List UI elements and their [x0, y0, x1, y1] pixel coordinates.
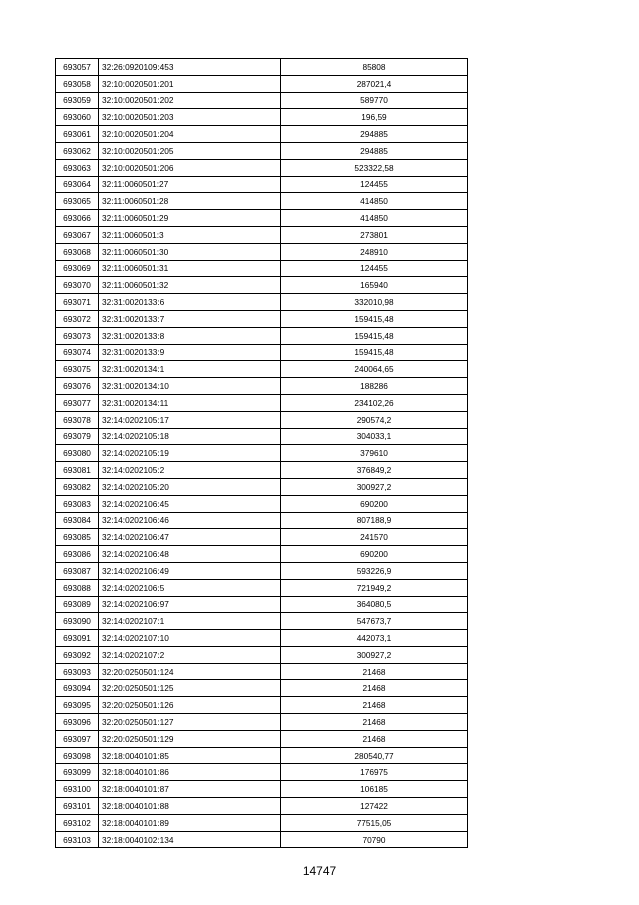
cadastral-value-cell: 364080,5 — [281, 596, 468, 613]
cadastral-number-cell: 32:31:0020133:7 — [99, 310, 281, 327]
cadastral-number-cell: 32:14:0202106:97 — [99, 596, 281, 613]
cadastral-number-cell: 32:10:0020501:203 — [99, 109, 281, 126]
table-row — [56, 831, 468, 848]
cadastral-number-cell: 32:14:0202107:10 — [99, 630, 281, 647]
cadastral-number-cell: 32:11:0060501:31 — [99, 260, 281, 277]
table-row — [56, 159, 468, 176]
cadastral-number-cell: 32:31:0020134:1 — [99, 361, 281, 378]
table-row — [56, 260, 468, 277]
table-row — [56, 529, 468, 546]
cadastral-value-cell: 21468 — [281, 730, 468, 747]
record-number-cell: 693084 — [56, 512, 99, 529]
cadastral-value-cell: 159415,48 — [281, 310, 468, 327]
cadastral-value-cell: 290574,2 — [281, 411, 468, 428]
cadastral-value-cell: 273801 — [281, 226, 468, 243]
cadastral-value-cell: 287021,4 — [281, 75, 468, 92]
cadastral-number-cell: 32:31:0020134:11 — [99, 394, 281, 411]
cadastral-value-cell: 523322,58 — [281, 159, 468, 176]
table-row — [56, 730, 468, 747]
cadastral-number-cell: 32:20:0250501:129 — [99, 730, 281, 747]
record-number-cell: 693100 — [56, 781, 99, 798]
record-number-cell: 693087 — [56, 562, 99, 579]
cadastral-value-cell: 106185 — [281, 781, 468, 798]
record-number-cell: 693090 — [56, 613, 99, 630]
table-row — [56, 210, 468, 227]
cadastral-number-cell: 32:14:0202106:46 — [99, 512, 281, 529]
cadastral-number-cell: 32:14:0202106:49 — [99, 562, 281, 579]
table-row — [56, 663, 468, 680]
record-number-cell: 693076 — [56, 378, 99, 395]
record-number-cell: 693064 — [56, 176, 99, 193]
record-number-cell: 693069 — [56, 260, 99, 277]
cadastral-number-cell: 32:14:0202106:48 — [99, 546, 281, 563]
table-row — [56, 814, 468, 831]
cadastral-number-cell: 32:14:0202106:47 — [99, 529, 281, 546]
record-number-cell: 693077 — [56, 394, 99, 411]
record-number-cell: 693098 — [56, 747, 99, 764]
cadastral-number-cell: 32:20:0250501:126 — [99, 697, 281, 714]
table-row — [56, 193, 468, 210]
table-row — [56, 478, 468, 495]
cadastral-number-cell: 32:10:0020501:205 — [99, 142, 281, 159]
cadastral-number-cell: 32:11:0060501:30 — [99, 243, 281, 260]
table-row — [56, 411, 468, 428]
table-row — [56, 310, 468, 327]
table-row — [56, 613, 468, 630]
cadastral-number-cell: 32:20:0250501:127 — [99, 714, 281, 731]
record-number-cell: 693095 — [56, 697, 99, 714]
table-row — [56, 378, 468, 395]
record-number-cell: 693092 — [56, 646, 99, 663]
table-row — [56, 596, 468, 613]
cadastral-number-cell: 32:11:0060501:27 — [99, 176, 281, 193]
cadastral-value-cell: 77515,05 — [281, 814, 468, 831]
record-number-cell: 693096 — [56, 714, 99, 731]
table-row — [56, 109, 468, 126]
cadastral-value-cell: 127422 — [281, 798, 468, 815]
cadastral-value-cell: 241570 — [281, 529, 468, 546]
table-row — [56, 646, 468, 663]
cadastral-value-cell: 547673,7 — [281, 613, 468, 630]
table-row — [56, 344, 468, 361]
cadastral-value-cell: 21468 — [281, 697, 468, 714]
record-number-cell: 693085 — [56, 529, 99, 546]
table-row — [56, 462, 468, 479]
record-number-cell: 693061 — [56, 126, 99, 143]
record-number-cell: 693060 — [56, 109, 99, 126]
table-row — [56, 764, 468, 781]
record-number-cell: 693058 — [56, 75, 99, 92]
cadastral-value-cell: 294885 — [281, 126, 468, 143]
cadastral-number-cell: 32:31:0020133:9 — [99, 344, 281, 361]
cadastral-number-cell: 32:11:0060501:3 — [99, 226, 281, 243]
cadastral-number-cell: 32:18:0040101:87 — [99, 781, 281, 798]
cadastral-value-cell: 248910 — [281, 243, 468, 260]
record-number-cell: 693103 — [56, 831, 99, 848]
table-row — [56, 781, 468, 798]
record-number-cell: 693071 — [56, 294, 99, 311]
cadastral-number-cell: 32:14:0202107:2 — [99, 646, 281, 663]
cadastral-value-cell: 21468 — [281, 663, 468, 680]
cadastral-number-cell: 32:18:0040101:89 — [99, 814, 281, 831]
record-number-cell: 693088 — [56, 579, 99, 596]
record-number-cell: 693089 — [56, 596, 99, 613]
cadastral-value-cell: 690200 — [281, 495, 468, 512]
cadastral-value-cell: 196,59 — [281, 109, 468, 126]
cadastral-value-cell: 159415,48 — [281, 327, 468, 344]
table-row — [56, 59, 468, 76]
table-row — [56, 630, 468, 647]
cadastral-number-cell: 32:11:0060501:28 — [99, 193, 281, 210]
record-number-cell: 693070 — [56, 277, 99, 294]
cadastral-value-cell: 188286 — [281, 378, 468, 395]
cadastral-value-cell: 234102,26 — [281, 394, 468, 411]
cadastral-value-cell: 21468 — [281, 680, 468, 697]
record-number-cell: 693082 — [56, 478, 99, 495]
table-row — [56, 747, 468, 764]
record-number-cell: 693066 — [56, 210, 99, 227]
cadastral-value-cell: 721949,2 — [281, 579, 468, 596]
table-row — [56, 176, 468, 193]
cadastral-number-cell: 32:14:0202105:19 — [99, 445, 281, 462]
table-row — [56, 92, 468, 109]
table-row — [56, 126, 468, 143]
record-number-cell: 693080 — [56, 445, 99, 462]
cadastral-value-cell: 280540,77 — [281, 747, 468, 764]
table-row — [56, 562, 468, 579]
cadastral-value-cell: 165940 — [281, 277, 468, 294]
record-number-cell: 693059 — [56, 92, 99, 109]
table-row — [56, 579, 468, 596]
cadastral-value-cell: 21468 — [281, 714, 468, 731]
table-row — [56, 546, 468, 563]
cadastral-number-cell: 32:10:0020501:201 — [99, 75, 281, 92]
cadastral-value-cell: 379610 — [281, 445, 468, 462]
record-number-cell: 693063 — [56, 159, 99, 176]
table-row — [56, 277, 468, 294]
cadastral-value-cell: 159415,48 — [281, 344, 468, 361]
cadastral-value-cell: 593226,9 — [281, 562, 468, 579]
table-row — [56, 243, 468, 260]
record-number-cell: 693086 — [56, 546, 99, 563]
record-number-cell: 693079 — [56, 428, 99, 445]
cadastral-value-cell: 442073,1 — [281, 630, 468, 647]
cadastral-value-cell: 304033,1 — [281, 428, 468, 445]
record-number-cell: 693099 — [56, 764, 99, 781]
cadastral-value-cell: 124455 — [281, 176, 468, 193]
record-number-cell: 693067 — [56, 226, 99, 243]
record-number-cell: 693094 — [56, 680, 99, 697]
record-number-cell: 693097 — [56, 730, 99, 747]
cadastral-number-cell: 32:18:0040101:88 — [99, 798, 281, 815]
record-number-cell: 693075 — [56, 361, 99, 378]
record-number-cell: 693072 — [56, 310, 99, 327]
table-row — [56, 394, 468, 411]
table-row — [56, 680, 468, 697]
cadastral-number-cell: 32:11:0060501:32 — [99, 277, 281, 294]
cadastral-number-cell: 32:26:0920109:453 — [99, 59, 281, 76]
record-number-cell: 693078 — [56, 411, 99, 428]
record-number-cell: 693068 — [56, 243, 99, 260]
cadastral-number-cell: 32:14:0202105:2 — [99, 462, 281, 479]
record-number-cell: 693093 — [56, 663, 99, 680]
cadastral-number-cell: 32:31:0020134:10 — [99, 378, 281, 395]
page-number: 14747 — [302, 864, 337, 878]
cadastral-number-cell: 32:14:0202105:17 — [99, 411, 281, 428]
cadastral-number-cell: 32:10:0020501:202 — [99, 92, 281, 109]
cadastral-number-cell: 32:14:0202107:1 — [99, 613, 281, 630]
table-row — [56, 142, 468, 159]
record-number-cell: 693073 — [56, 327, 99, 344]
cadastral-number-cell: 32:31:0020133:8 — [99, 327, 281, 344]
record-number-cell: 693074 — [56, 344, 99, 361]
cadastral-number-cell: 32:20:0250501:125 — [99, 680, 281, 697]
cadastral-value-cell: 300927,2 — [281, 478, 468, 495]
table-row — [56, 714, 468, 731]
cadastral-number-cell: 32:18:0040101:85 — [99, 747, 281, 764]
cadastral-number-cell: 32:14:0202105:18 — [99, 428, 281, 445]
table-row — [56, 428, 468, 445]
table-row — [56, 512, 468, 529]
record-number-cell: 693081 — [56, 462, 99, 479]
table-row — [56, 75, 468, 92]
table-row — [56, 798, 468, 815]
cadastral-number-cell: 32:14:0202106:45 — [99, 495, 281, 512]
cadastral-value-cell: 300927,2 — [281, 646, 468, 663]
cadastral-value-cell: 124455 — [281, 260, 468, 277]
table-row — [56, 327, 468, 344]
cadastral-value-cell: 176975 — [281, 764, 468, 781]
table-row — [56, 361, 468, 378]
record-number-cell: 693062 — [56, 142, 99, 159]
cadastral-value-cell: 85808 — [281, 59, 468, 76]
cadastral-value-cell: 294885 — [281, 142, 468, 159]
record-number-cell: 693083 — [56, 495, 99, 512]
table-row — [56, 697, 468, 714]
cadastral-number-cell: 32:18:0040102:134 — [99, 831, 281, 848]
cadastral-value-cell: 376849,2 — [281, 462, 468, 479]
record-number-cell: 693057 — [56, 59, 99, 76]
table-body — [56, 59, 468, 848]
table-row — [56, 445, 468, 462]
cadastral-number-cell: 32:14:0202106:5 — [99, 579, 281, 596]
cadastral-number-cell: 32:31:0020133:6 — [99, 294, 281, 311]
record-number-cell: 693101 — [56, 798, 99, 815]
cadastral-value-cell: 807188,9 — [281, 512, 468, 529]
record-number-cell: 693091 — [56, 630, 99, 647]
cadastral-number-cell: 32:10:0020501:206 — [99, 159, 281, 176]
cadastral-value-cell: 70790 — [281, 831, 468, 848]
cadastral-number-cell: 32:10:0020501:204 — [99, 126, 281, 143]
cadastral-value-cell: 690200 — [281, 546, 468, 563]
cadastral-value-table — [55, 58, 468, 848]
cadastral-number-cell: 32:11:0060501:29 — [99, 210, 281, 227]
table-row — [56, 226, 468, 243]
cadastral-value-cell: 589770 — [281, 92, 468, 109]
table-row — [56, 294, 468, 311]
cadastral-number-cell: 32:20:0250501:124 — [99, 663, 281, 680]
cadastral-value-cell: 332010,98 — [281, 294, 468, 311]
table-row — [56, 495, 468, 512]
record-number-cell: 693065 — [56, 193, 99, 210]
cadastral-value-cell: 240064,65 — [281, 361, 468, 378]
cadastral-number-cell: 32:14:0202105:20 — [99, 478, 281, 495]
cadastral-number-cell: 32:18:0040101:86 — [99, 764, 281, 781]
cadastral-value-cell: 414850 — [281, 193, 468, 210]
cadastral-value-cell: 414850 — [281, 210, 468, 227]
record-number-cell: 693102 — [56, 814, 99, 831]
